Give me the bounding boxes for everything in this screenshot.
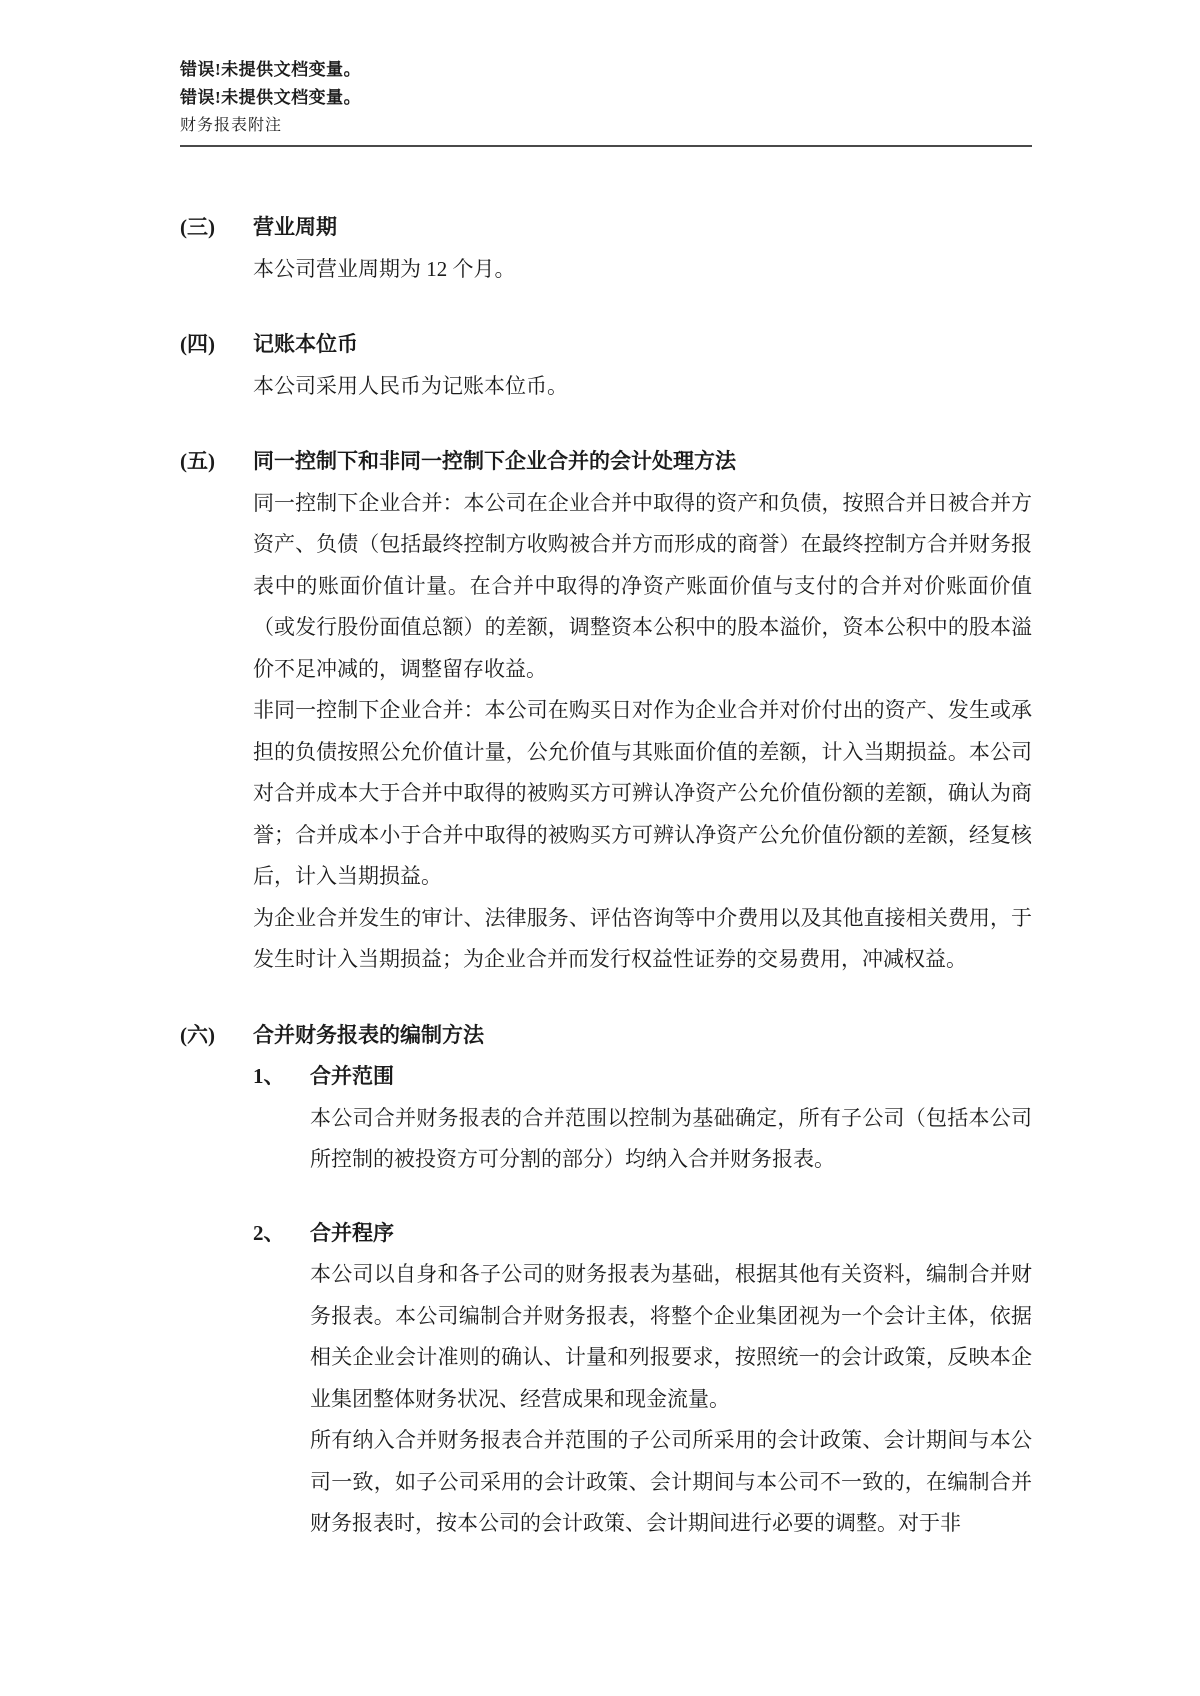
paragraph: 同一控制下企业合并：本公司在企业合并中取得的资产和负债，按照合并日被合并方资产、负债（包括最终控制方收购被合并方而形成的商誉）在最终控制方合并财务报表中的账面价值计量。在合并中取得的净资产账面价值与支付的合并对价账面价值（或发行股份面值总额）的差额，调整资本公积中的股本溢价，资本公积中的股本溢价不足冲减的，调整留存收益。 bbox=[253, 490, 1032, 681]
section-heading bbox=[180, 441, 1032, 483]
section-body bbox=[253, 483, 1032, 981]
header-line-2: 错误!未提供文档变量。 bbox=[180, 88, 362, 107]
subsection-body bbox=[310, 1254, 1032, 1545]
section-number: (六) bbox=[180, 1022, 215, 1047]
subsection-number: 1、 bbox=[253, 1064, 285, 1088]
paragraph: 本公司采用人民币为记账本位币。 bbox=[253, 373, 568, 398]
section-heading bbox=[180, 1015, 1032, 1057]
section-body bbox=[253, 249, 1032, 291]
section-title: 合并财务报表的编制方法 bbox=[253, 1022, 484, 1047]
section-title: 营业周期 bbox=[253, 215, 337, 239]
subsection-body bbox=[310, 1098, 1032, 1181]
section-business-combination bbox=[180, 441, 1032, 981]
subsection-heading bbox=[253, 1056, 1032, 1098]
section-functional-currency bbox=[180, 324, 1032, 407]
paragraph: 本公司营业周期为 12 个月。 bbox=[253, 256, 516, 281]
section-consolidated-statements bbox=[180, 1015, 1032, 1545]
paragraph: 本公司以自身和各子公司的财务报表为基础，根据其他有关资料，编制合并财务报表。本公司编制合并财务报表，将整个企业集团视为一个会计主体，依据相关企业会计准则的确认、计量和列报要求，按照统一的会计政策，反映本企业集团整体财务状况、经营成果和现金流量。 bbox=[310, 1262, 1032, 1411]
header-divider bbox=[180, 145, 1032, 147]
section-number: (四) bbox=[180, 332, 215, 356]
header-line-1: 错误!未提供文档变量。 bbox=[180, 60, 362, 79]
paragraph: 为企业合并发生的审计、法律服务、评估咨询等中介费用以及其他直接相关费用，于发生时计入当期损益；为企业合并而发行权益性证券的交易费用，冲减权益。 bbox=[253, 905, 1032, 971]
section-number: (三) bbox=[180, 215, 215, 239]
section-number: (五) bbox=[180, 449, 215, 473]
section-heading bbox=[180, 324, 1032, 366]
subsection-heading bbox=[253, 1213, 1032, 1255]
section-body bbox=[253, 366, 1032, 408]
section-heading bbox=[180, 207, 1032, 249]
paragraph: 非同一控制下企业合并：本公司在购买日对作为企业合并对价付出的资产、发生或承担的负债按照公允价值计量，公允价值与其账面价值的差额，计入当期损益。本公司对合并成本大于合并中取得的被购买方可辨认净资产公允价值份额的差额，确认为商誉；合并成本小于合并中取得的被购买方可辨认净资产公允价值份额的差额，经复核后，计入当期损益。 bbox=[253, 698, 1032, 888]
subsection-consolidation-procedure bbox=[253, 1213, 1032, 1545]
section-title: 同一控制下和非同一控制下企业合并的会计处理方法 bbox=[253, 449, 736, 473]
page-header bbox=[180, 56, 1032, 139]
subsection-title: 合并程序 bbox=[310, 1220, 394, 1245]
paragraph: 所有纳入合并财务报表合并范围的子公司所采用的会计政策、会计期间与本公司一致，如子公司采用的会计政策、会计期间与本公司不一致的，在编制合并财务报表时，按本公司的会计政策、会计期间进行必要的调整。对于非 bbox=[310, 1428, 1032, 1535]
subsection-title: 合并范围 bbox=[310, 1064, 394, 1088]
subsection-number: 2、 bbox=[253, 1220, 285, 1245]
section-business-cycle bbox=[180, 207, 1032, 290]
paragraph: 本公司合并财务报表的合并范围以控制为基础确定，所有子公司（包括本公司所控制的被投资方可分割的部分）均纳入合并财务报表。 bbox=[310, 1105, 1032, 1171]
subsection-consolidation-scope bbox=[253, 1056, 1032, 1181]
section-title: 记账本位币 bbox=[253, 332, 358, 356]
header-line-3: 财务报表附注 bbox=[180, 117, 283, 134]
